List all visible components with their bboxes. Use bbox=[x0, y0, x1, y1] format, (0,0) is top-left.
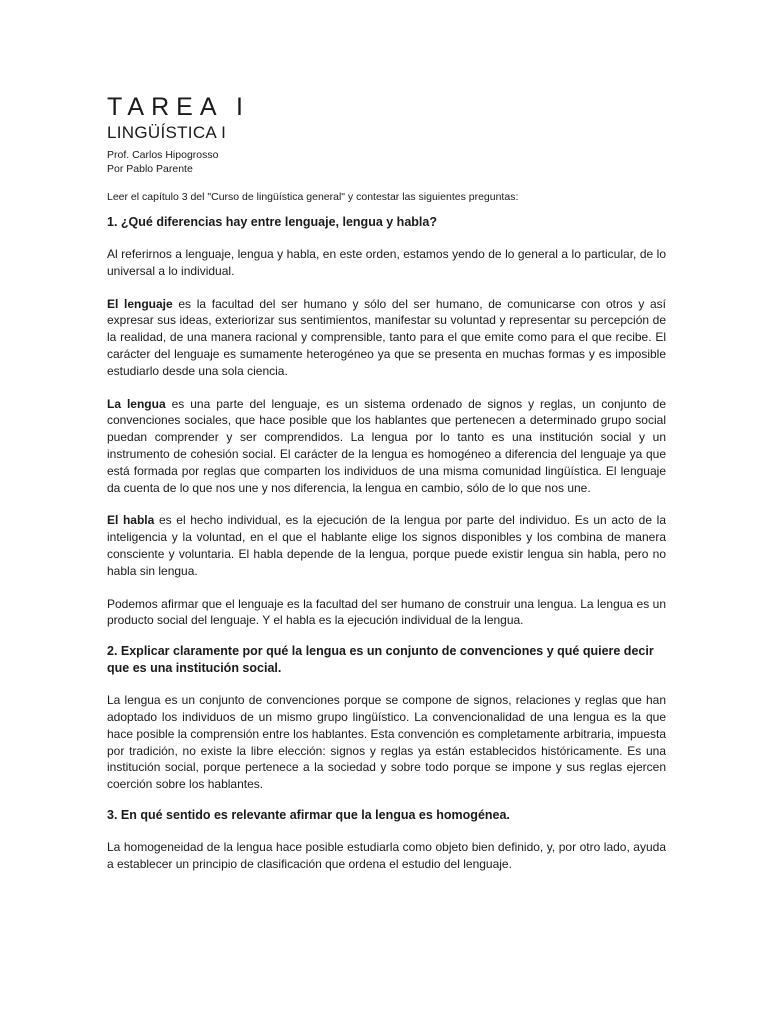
habla-definition: es el hecho individual, es la ejecución de la lengua por parte del individuo. Es un acto de la inteligencia y la voluntad, en el que el hablante elige los signos disponibles y los combina de manera consciente y voluntaria. El habla depende de la lengua, porque puede existir lengua sin habla, pero no habla sin lengua. bbox=[107, 513, 667, 578]
q1-lenguaje-paragraph bbox=[107, 296, 666, 380]
term-lenguaje: El lenguaje bbox=[107, 296, 173, 311]
q1-conclusion: Podemos afirmar que el lenguaje es la facultad del ser humano de construir una lengua. La lengua es un producto social del lenguaje. Y el habla es la ejecución individual de la lengua. bbox=[107, 596, 666, 628]
document-subject: LINGÜÍSTICA I bbox=[107, 123, 227, 142]
author-name: Por Pablo Parente bbox=[107, 163, 193, 175]
term-lengua: La lengua bbox=[107, 396, 166, 411]
lengua-definition: es una parte del lenguaje, es un sistema ordenado de signos y reglas, un conjunto de convenciones sociales, que hace posible que los hablantes que pertenecen a determinado grupo social puedan comprender y ser comprendidos. La lengua por lo tanto es una institución social y un instrumento de cohesión social. El carácter de la lengua es homogéneo a diferencia del lenguaje ya que está formada por reglas que comparten los individuos de una misma comunidad lingüística. El lenguaje da cuenta de lo que nos une y nos diferencia, la lengua en cambio, sólo de lo que nos une. bbox=[107, 396, 666, 495]
q1-intro: Al referirnos a lenguaje, lengua y habla, en este orden, estamos yendo de lo general a lo particular, de lo universal a lo individual. bbox=[107, 247, 666, 278]
q1-habla-paragraph bbox=[107, 512, 666, 579]
q2-answer: La lengua es un conjunto de convenciones porque se compone de signos, relaciones y reglas que han adoptado los individuos de un mismo grupo lingüístico. La convencionalidad de una lengua es la que hace posible la comprensión entre los hablantes. Esta convención es completamente arbitraria, impuesta por tradición, no existe la libre elección: signos y reglas ya están establecidos históricamente. Es una institución social, porque pertenece a la sociedad y sobre todo porque se impone y sus reglas ejercen coerción sobre los hablantes. bbox=[107, 693, 666, 792]
q3-answer: La homogeneidad de la lengua hace posible estudiarla como objeto bien definido, y, por otro lado, ayuda a establecer un principio de clasificación que ordena el estudio del lenguaje. bbox=[107, 839, 666, 871]
professor-name: Prof. Carlos Hipogrosso bbox=[107, 149, 219, 161]
term-habla: El habla bbox=[107, 513, 155, 528]
lenguaje-definition: es la facultad del ser humano y sólo del ser humano, de comunicarse con otros y así expresar sus ideas, exteriorizar sus sentimientos, manifestar su voluntad y representar su percepción de la realidad, de una manera racional y comprensible, tanto para el que emite como para el que recibe. El carácter del lenguaje es sumamente heterogéneo ya que se presenta en muchas formas y es imposible estudiarlo desde una sola ciencia. bbox=[107, 296, 667, 378]
question-2: 2. Explicar claramente por qué la lengua es un conjunto de convenciones y qué quiere decir que es una institución social. bbox=[107, 644, 654, 676]
question-1: 1. ¿Qué diferencias hay entre lenguaje, lengua y habla? bbox=[107, 215, 437, 229]
q1-lengua-paragraph bbox=[107, 396, 666, 497]
document-title: TAREA I bbox=[107, 93, 251, 121]
instructions-text: Leer el capítulo 3 del "Curso de lingüística general" y contestar las siguientes preguntas: bbox=[107, 191, 519, 203]
question-3: 3. En qué sentido es relevante afirmar que la lengua es homogénea. bbox=[107, 807, 510, 822]
author-block bbox=[107, 148, 666, 176]
